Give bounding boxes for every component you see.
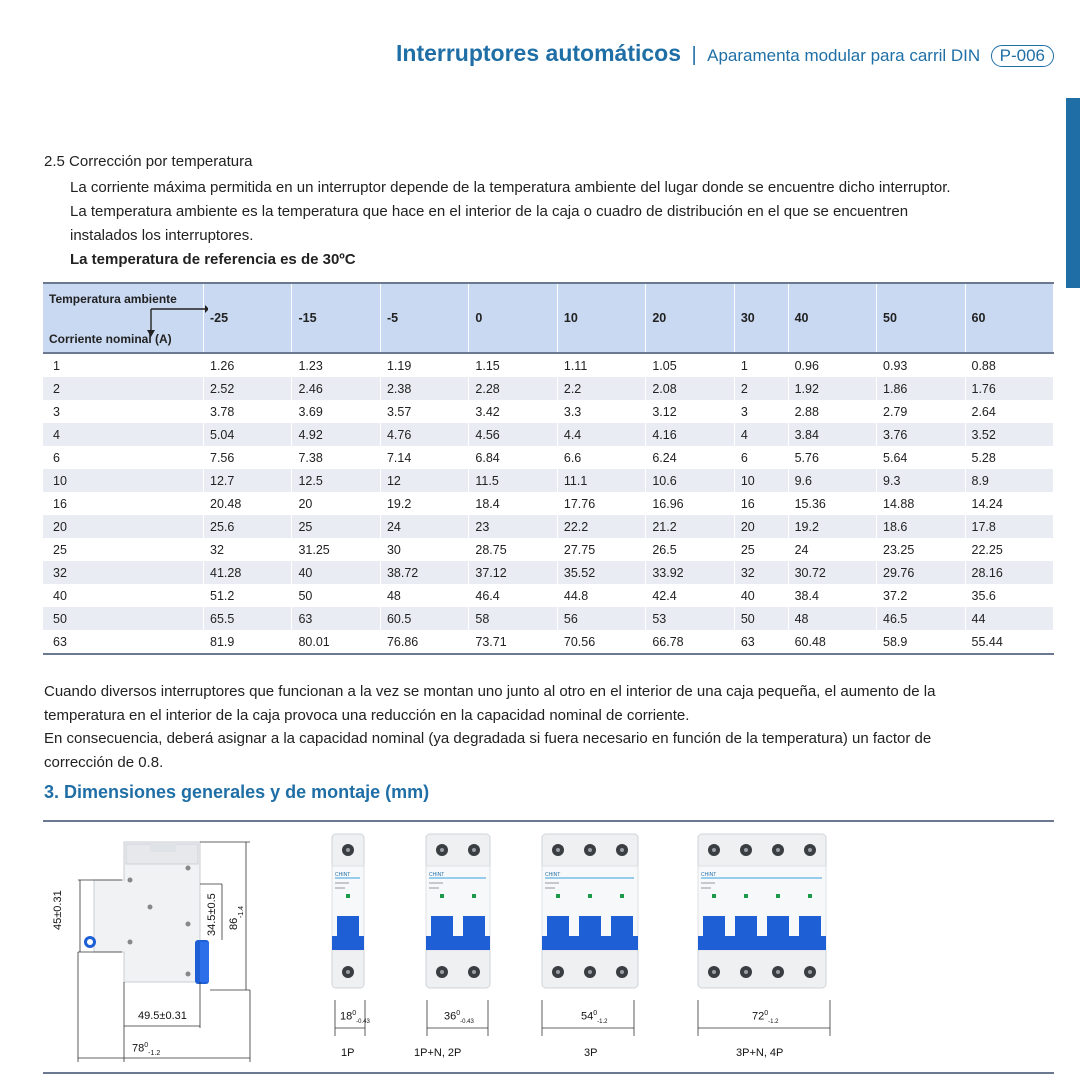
corrected-current-cell: 41.28 [204,561,292,584]
corrected-current-cell: 58.9 [877,630,965,654]
corrected-current-cell: 1.11 [557,353,645,377]
label-3p: 3P [584,1047,598,1059]
corrected-current-cell: 6 [734,446,788,469]
rated-current-cell: 4 [43,423,204,446]
corrected-current-cell: 53 [646,607,734,630]
dim-36: $36^0_{-0.43}$ [444,1010,474,1025]
corrected-current-cell: 1 [734,353,788,377]
table-row [43,515,1054,538]
section-title-temperature: 2.5 Corrección por temperatura [44,153,253,170]
temperature-header-cell: 30 [734,283,788,353]
corrected-current-cell: 7.56 [204,446,292,469]
dim-78: $78^0_{-1.2}$ [132,1042,161,1057]
dim-18: $18^0_{-0.43}$ [340,1010,370,1025]
temperature-correction-table [43,282,1054,655]
corrected-current-cell: 1.05 [646,353,734,377]
corrected-current-cell: 30.72 [788,561,876,584]
corrected-current-cell: 58 [469,607,557,630]
corrected-current-cell: 5.76 [788,446,876,469]
corrected-current-cell: 37.2 [877,584,965,607]
temperature-header-cell: -15 [292,283,380,353]
corrected-current-cell: 48 [380,584,468,607]
corrected-current-cell: 38.4 [788,584,876,607]
corrected-current-cell: 5.04 [204,423,292,446]
corrected-current-cell: 19.2 [788,515,876,538]
corrected-current-cell: 1.86 [877,377,965,400]
corrected-current-cell: 44 [965,607,1054,630]
rated-current-cell: 20 [43,515,204,538]
corrected-current-cell: 81.9 [204,630,292,654]
corrected-current-cell: 66.78 [646,630,734,654]
breaker-2p-front [425,832,495,992]
para-line: En consecuencia, deberá asignar a la capacidad nominal (ya degradada si fuera necesario en función de la temperatura) un factor de [44,730,932,747]
corrected-current-cell: 2 [734,377,788,400]
table-row [43,607,1054,630]
dim-86-tol: -1.4 [238,905,245,918]
temperature-header-cell: 20 [646,283,734,353]
corrected-current-cell: 0.88 [965,353,1054,377]
derating-paragraph [44,680,1054,774]
corrected-current-cell: 17.76 [557,492,645,515]
label-4p: 3P+N, 4P [736,1047,784,1059]
label-2p: 1P+N, 2P [414,1047,462,1059]
temperature-paragraph [70,176,1060,272]
corrected-current-cell: 56 [557,607,645,630]
corrected-current-cell: 2.2 [557,377,645,400]
corrected-current-cell: 1.76 [965,377,1054,400]
dim-86: 86 [228,917,240,930]
corrected-current-cell: 11.1 [557,469,645,492]
corrected-current-cell: 2.08 [646,377,734,400]
corrected-current-cell: 23 [469,515,557,538]
svg-text:CHINT: CHINT [701,872,717,878]
corrected-current-cell: 20 [292,492,380,515]
corrected-current-cell: 35.52 [557,561,645,584]
corrected-current-cell: 32 [734,561,788,584]
section-title-dimensions: 3. Dimensiones generales y de montaje (mm) [44,782,430,802]
rated-current-cell: 25 [43,538,204,561]
corrected-current-cell: 42.4 [646,584,734,607]
dim-49-5: 49.5±0.31 [138,1010,187,1022]
corrected-current-cell: 0.96 [788,353,876,377]
table-row [43,400,1054,423]
divider [43,820,1054,822]
corrected-current-cell: 12.7 [204,469,292,492]
corrected-current-cell: 44.8 [557,584,645,607]
corrected-current-cell: 17.8 [965,515,1054,538]
corrected-current-cell: 33.92 [646,561,734,584]
corrected-current-cell: 73.71 [469,630,557,654]
corrected-current-cell: 2.52 [204,377,292,400]
corrected-current-cell: 24 [788,538,876,561]
corrected-current-cell: 2.64 [965,400,1054,423]
corrected-current-cell: 8.9 [965,469,1054,492]
corrected-current-cell: 31.25 [292,538,380,561]
para-line: La corriente máxima permitida en un interruptor depende de la temperatura ambiente del lugar donde se encuentre dicho interruptor. [70,179,951,196]
dim-54: $54^0_{-1.2}$ [581,1010,608,1025]
header-title: Interruptores automáticos [396,40,681,66]
corrected-current-cell: 51.2 [204,584,292,607]
corrected-current-cell: 6.24 [646,446,734,469]
corrected-current-cell: 16.96 [646,492,734,515]
corrected-current-cell: 30 [380,538,468,561]
corrected-current-cell: 63 [734,630,788,654]
corrected-current-cell: 76.86 [380,630,468,654]
corrected-current-cell: 1.15 [469,353,557,377]
corrected-current-cell: 5.64 [877,446,965,469]
table-row [43,469,1054,492]
svg-text:CHINT: CHINT [429,872,445,878]
svg-text:CHINT: CHINT [545,872,561,878]
table-row [43,584,1054,607]
side-tab-marker [1066,98,1080,288]
breaker-3p-front [541,832,643,992]
corrected-current-cell: 46.4 [469,584,557,607]
table-row [43,423,1054,446]
corrected-current-cell: 3.84 [788,423,876,446]
rated-current-cell: 3 [43,400,204,423]
corrected-current-cell: 7.14 [380,446,468,469]
temperature-header-cell: 40 [788,283,876,353]
corrected-current-cell: 48 [788,607,876,630]
table-row [43,377,1054,400]
corrected-current-cell: 4.16 [646,423,734,446]
page-code-badge: P-006 [991,45,1054,67]
temperature-header-cell: 0 [469,283,557,353]
corrected-current-cell: 11.5 [469,469,557,492]
temperature-header-cell: -5 [380,283,468,353]
temperature-header-cell: 50 [877,283,965,353]
table-row [43,561,1054,584]
bottom-divider [43,1072,1054,1074]
corrected-current-cell: 9.3 [877,469,965,492]
corrected-current-cell: 10 [734,469,788,492]
rated-current-cell: 6 [43,446,204,469]
corrected-current-cell: 65.5 [204,607,292,630]
corrected-current-cell: 3.42 [469,400,557,423]
corrected-current-cell: 80.01 [292,630,380,654]
corrected-current-cell: 10.6 [646,469,734,492]
corrected-current-cell: 32 [204,538,292,561]
breaker-4p-front [697,832,831,992]
label-1p: 1P [341,1047,355,1059]
rated-current-cell: 16 [43,492,204,515]
para-line: La temperatura ambiente es la temperatura que hace en el interior de la caja o cuadro de distribución en el que se encuentren [70,203,909,220]
corrected-current-cell: 46.5 [877,607,965,630]
corrected-current-cell: 40 [292,561,380,584]
corrected-current-cell: 22.2 [557,515,645,538]
corner-label-temperature: Temperatura ambiente [49,292,177,306]
corner-label-current: Corriente nominal (A) [49,332,172,346]
dim-72: $72^0_{-1.2}$ [752,1010,779,1025]
corrected-current-cell: 4.56 [469,423,557,446]
corrected-current-cell: 18.4 [469,492,557,515]
table-row [43,446,1054,469]
corrected-current-cell: 1.26 [204,353,292,377]
para-line: instalados los interruptores. [70,227,254,244]
corrected-current-cell: 1.19 [380,353,468,377]
corrected-current-cell: 27.75 [557,538,645,561]
table-row [43,538,1054,561]
corrected-current-cell: 23.25 [877,538,965,561]
temperature-header-cell: -25 [204,283,292,353]
corrected-current-cell: 60.5 [380,607,468,630]
para-line: temperatura en el interior de la caja provoca una reducción en la capacidad nominal de corriente. [44,706,690,724]
corrected-current-cell: 2.38 [380,377,468,400]
corrected-current-cell: 55.44 [965,630,1054,654]
corrected-current-cell: 19.2 [380,492,468,515]
table-row [43,492,1054,515]
corrected-current-cell: 14.88 [877,492,965,515]
svg-text:CHINT: CHINT [335,872,351,878]
corrected-current-cell: 63 [292,607,380,630]
rated-current-cell: 50 [43,607,204,630]
corrected-current-cell: 35.6 [965,584,1054,607]
corrected-current-cell: 2.28 [469,377,557,400]
corrected-current-cell: 12.5 [292,469,380,492]
corrected-current-cell: 18.6 [877,515,965,538]
table-row [43,353,1054,377]
corrected-current-cell: 25 [734,538,788,561]
para-line: Cuando diversos interruptores que funcionan a la vez se montan uno junto al otro en el interior de una caja pequeña, el aumento de la [44,683,936,700]
rated-current-cell: 32 [43,561,204,584]
corrected-current-cell: 12 [380,469,468,492]
corrected-current-cell: 20 [734,515,788,538]
corrected-current-cell: 9.6 [788,469,876,492]
para-line: corrección de 0.8. [44,753,164,771]
corrected-current-cell: 40 [734,584,788,607]
corrected-current-cell: 4 [734,423,788,446]
corrected-current-cell: 3.3 [557,400,645,423]
header-separator: | [691,44,697,66]
corrected-current-cell: 22.25 [965,538,1054,561]
breaker-1p-front [331,832,369,992]
corrected-current-cell: 21.2 [646,515,734,538]
corrected-current-cell: 28.75 [469,538,557,561]
corrected-current-cell: 60.48 [788,630,876,654]
temperature-header-cell: 10 [557,283,645,353]
table-header-row [43,283,1054,353]
corrected-current-cell: 3.57 [380,400,468,423]
breaker-side-drawing [50,832,280,1067]
corrected-current-cell: 3.78 [204,400,292,423]
corrected-current-cell: 1.92 [788,377,876,400]
corrected-current-cell: 2.79 [877,400,965,423]
corrected-current-cell: 0.93 [877,353,965,377]
corrected-current-cell: 4.4 [557,423,645,446]
corrected-current-cell: 7.38 [292,446,380,469]
rated-current-cell: 1 [43,353,204,377]
dim-34-5: 34.5±0.5 [206,893,218,936]
corrected-current-cell: 14.24 [965,492,1054,515]
corrected-current-cell: 25.6 [204,515,292,538]
reference-temperature-note: La temperatura de referencia es de 30ºC [70,251,356,268]
corrected-current-cell: 3 [734,400,788,423]
header-subtitle: Aparamenta modular para carril DIN [707,46,981,65]
corrected-current-cell: 2.88 [788,400,876,423]
corrected-current-cell: 3.12 [646,400,734,423]
rated-current-cell: 63 [43,630,204,654]
corrected-current-cell: 3.52 [965,423,1054,446]
corrected-current-cell: 4.92 [292,423,380,446]
page-header [396,40,1054,67]
corrected-current-cell: 50 [292,584,380,607]
corrected-current-cell: 50 [734,607,788,630]
corrected-current-cell: 20.48 [204,492,292,515]
corrected-current-cell: 15.36 [788,492,876,515]
corrected-current-cell: 2.46 [292,377,380,400]
corrected-current-cell: 37.12 [469,561,557,584]
corrected-current-cell: 26.5 [646,538,734,561]
corrected-current-cell: 6.84 [469,446,557,469]
corrected-current-cell: 1.23 [292,353,380,377]
corrected-current-cell: 16 [734,492,788,515]
corrected-current-cell: 24 [380,515,468,538]
temperature-header-cell: 60 [965,283,1054,353]
corrected-current-cell: 6.6 [557,446,645,469]
corrected-current-cell: 29.76 [877,561,965,584]
corrected-current-cell: 70.56 [557,630,645,654]
table-corner-header [43,283,204,353]
rated-current-cell: 40 [43,584,204,607]
corrected-current-cell: 3.69 [292,400,380,423]
corrected-current-cell: 25 [292,515,380,538]
corrected-current-cell: 38.72 [380,561,468,584]
rated-current-cell: 10 [43,469,204,492]
table-row [43,630,1054,654]
corrected-current-cell: 5.28 [965,446,1054,469]
corrected-current-cell: 28.16 [965,561,1054,584]
dim-45: 45±0.31 [52,890,64,930]
corrected-current-cell: 3.76 [877,423,965,446]
rated-current-cell: 2 [43,377,204,400]
corrected-current-cell: 4.76 [380,423,468,446]
